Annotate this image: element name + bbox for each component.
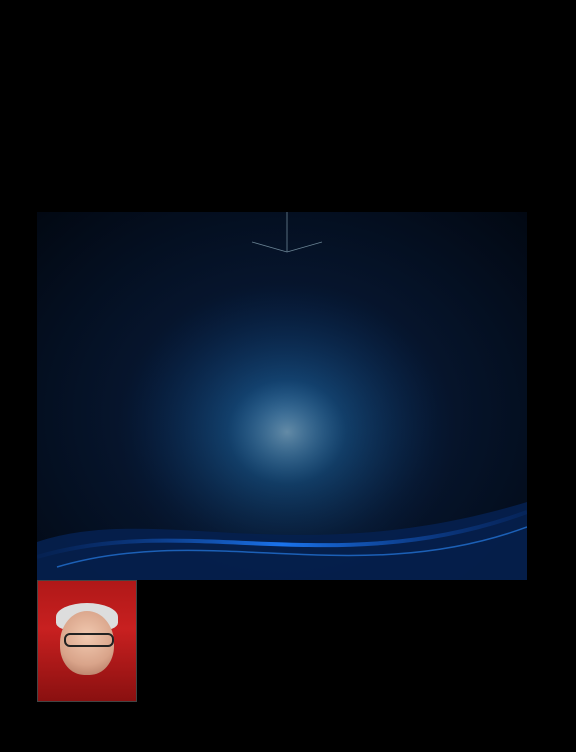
magazine-cover-thumbnail <box>37 580 137 702</box>
christmas-tree-image <box>37 212 527 580</box>
tree-illustration <box>37 212 527 580</box>
cover-glasses <box>64 633 114 647</box>
